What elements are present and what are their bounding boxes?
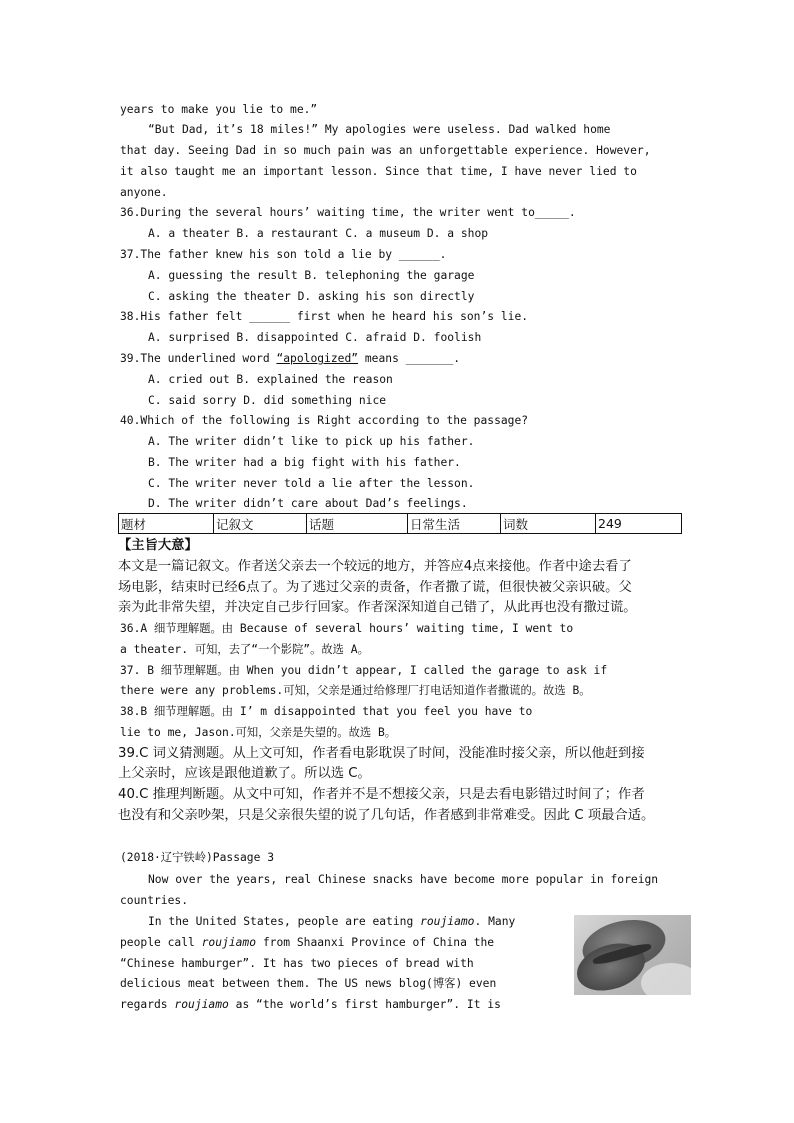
question-37-options: C. asking the theater D. asking his son directly: [148, 290, 475, 303]
question-40-option: D. The writer didn’t care about Dad’s feelings.: [148, 497, 468, 510]
answer-37: 37. B 细节理解题。由 When you didn’t appear, I called the garage to ask if: [120, 664, 608, 677]
analysis-line: 场电影，结束时已经6点了。为了逃过父亲的责备，作者撒了谎，但很快被父亲识破。父: [118, 580, 632, 595]
answer-36: 36.A 细节理解题。由 Because of several hours’ waiting time, I went to: [120, 622, 574, 635]
passage-line: regards roujiamo as “the world’s first hamburger”. It is: [120, 998, 501, 1011]
table-cell: 词数: [501, 514, 596, 534]
answer-38: 38.B 细节理解题。由 I’ m disappointed that you feel you have to: [120, 705, 533, 718]
roujiamo-photo: [574, 915, 691, 995]
table-cell: 日常生活: [408, 514, 501, 534]
question-40-option: C. The writer never told a lie after the lesson.: [148, 477, 475, 490]
info-table: [118, 513, 682, 534]
table-cell: 记叙文: [214, 514, 307, 534]
question-37: 37.The father knew his son told a lie by ______.: [120, 248, 447, 261]
question-38-options: A. surprised B. disappointed C. afraid D. foolish: [148, 331, 482, 344]
answer-36: a theater. 可知，去了“一个影院”。故选 A。: [120, 643, 369, 656]
passage-line: it also taught me an important lesson. Since that time, I have never lied to: [120, 165, 637, 178]
passage-line: delicious meat between them. The US news blog(博客) even: [120, 977, 497, 990]
table-row: [119, 514, 682, 534]
table-cell: 249: [596, 514, 682, 534]
section-heading: 【主旨大意】: [118, 538, 198, 553]
answer-40: 40.C 推理判断题。从文中可知，作者并不是不想接父亲，只是去看电影错过时间了；作者: [118, 787, 645, 802]
question-37-options: A. guessing the result B. telephoning the garage: [148, 269, 475, 282]
passage-line: countries.: [120, 894, 189, 907]
question-40-option: B. The writer had a big fight with his father.: [148, 456, 461, 469]
passage-source: (2018·辽宁铁岭)Passage 3: [120, 851, 275, 864]
question-36: 36.During the several hours’ waiting time, the writer went to_____.: [120, 206, 576, 219]
analysis-line: 本文是一篇记叙文。作者送父亲去一个较远的地方，并答应4点来接他。作者中途去看了: [118, 559, 632, 574]
question-39-options: A. cried out B. explained the reason: [148, 373, 393, 386]
passage-line: anyone.: [120, 186, 168, 199]
passage-line: “But Dad, it’s 18 miles!” My apologies were useless. Dad walked home: [148, 123, 611, 136]
question-39-options: C. said sorry D. did something nice: [148, 394, 387, 407]
table-cell: 题材: [119, 514, 214, 534]
answer-39: 上父亲时，应该是跟他道歉了。所以选 C。: [118, 766, 371, 781]
question-39: 39.The underlined word “apologized” means _______.: [120, 352, 461, 365]
table-cell: 话题: [307, 514, 408, 534]
question-38: 38.His father felt ______ first when he heard his son’s lie.: [120, 310, 529, 323]
passage-line: In the United States, people are eating roujiamo. Many: [148, 915, 516, 928]
passage-line: “Chinese hamburger”. It has two pieces of bread with: [120, 957, 474, 970]
underlined-word: “apologized”: [276, 352, 359, 365]
passage-line: that day. Seeing Dad in so much pain was an unforgettable experience. However,: [120, 144, 651, 157]
answer-40: 也没有和父亲吵架，只是父亲很失望的说了几句话，作者感到非常难受。因此 C 项最合适。: [118, 808, 655, 823]
answer-39: 39.C 词义猜测题。从上文可知，作者看电影耽误了时间，没能准时接父亲，所以他赶到接: [118, 746, 645, 761]
answer-38: lie to me, Jason.可知，父亲是失望的。故选 B。: [120, 726, 397, 739]
passage-line: Now over the years, real Chinese snacks have become more popular in foreign: [148, 873, 659, 886]
passage-line: people call roujiamo from Shaanxi Province of China the: [120, 936, 495, 949]
passage-line: years to make you lie to me.”: [120, 103, 318, 116]
question-40: 40.Which of the following is Right according to the passage?: [120, 414, 529, 427]
answer-37: there were any problems.可知，父亲是通过给修理厂打电话知道作者撒谎的。故选 B。: [120, 684, 591, 697]
analysis-line: 亲为此非常失望，并决定自己步行回家。作者深深知道自己错了，从此再也没有撒过谎。: [118, 600, 637, 615]
question-36-options: A. a theater B. a restaurant C. a museum D. a shop: [148, 227, 489, 240]
question-40-option: A. The writer didn’t like to pick up his father.: [148, 435, 475, 448]
